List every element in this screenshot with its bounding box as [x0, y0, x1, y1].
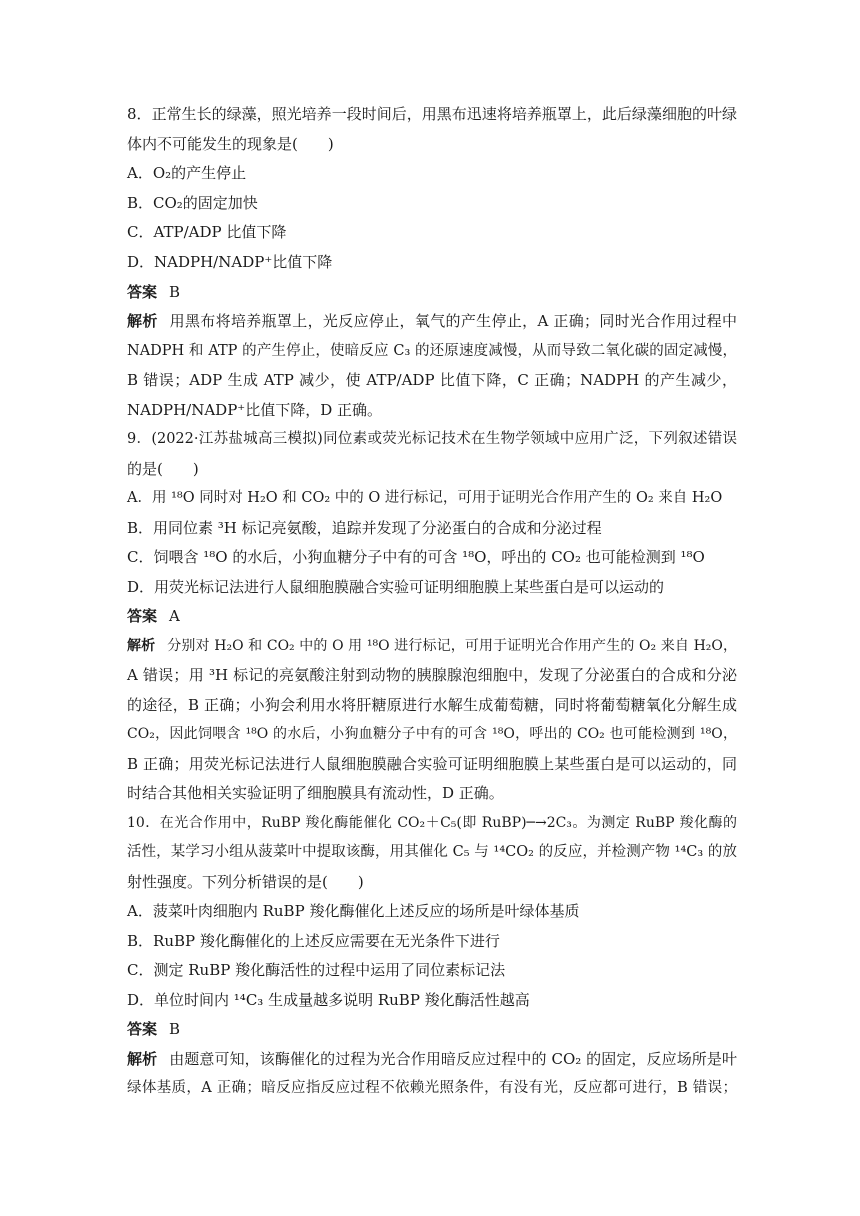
explanation-label: 解析: [127, 638, 156, 654]
question-10-stem-line-2: 活性，某学习小组从菠菜叶中提取该酶，用其催化 C₅ 与 ¹⁴CO₂ 的反应，并检测产物 ¹⁴C₃ 的放: [127, 844, 737, 860]
question-9-option-b: B．用同位素 ³H 标记亮氨酸，追踪并发现了分泌蛋白的合成和分泌过程: [127, 519, 602, 537]
question-8-stem-line-2: 体内不可能发生的现象是( ): [127, 135, 334, 153]
question-9-explanation-line-3: 的途径，B 正确；小狗会利用水将肝糖原进行水解生成葡萄糖，同时将葡萄糖氧化分解生成: [127, 696, 737, 714]
explanation-text: 分别对 H₂O 和 CO₂ 中的 O 用 ¹⁸O 进行标记，可用于证明光合作用产生的 O₂ 来自 H₂O，: [167, 638, 738, 654]
question-9-stem-line-1: 9．(2022·江苏盐城高三模拟)同位素或荧光标记技术在生物学领域中应用广泛，下列叙述错误: [127, 431, 737, 447]
question-10-option-d: D．单位时间内 ¹⁴C₃ 生成量越多说明 RuBP 羧化酶活性越高: [127, 991, 530, 1009]
question-8-option-b: B．CO₂的固定加快: [127, 194, 258, 212]
question-8-explanation-line-4: NADPH/NADP⁺比值下降，D 正确。: [127, 401, 383, 419]
answer-value: B: [169, 1020, 181, 1038]
question-9-option-c: C．饲喂含 ¹⁸O 的水后，小狗血糖分子中有的可含 ¹⁸O，呼出的 CO₂ 也可能检测到 ¹⁸O: [127, 548, 705, 566]
question-10-explanation-line-2: 绿体基质，A 正确；暗反应指反应过程不依赖光照条件，有没有光，反应都可进行，B 错误；: [127, 1080, 737, 1096]
question-9-explanation-line-2: A 错误；用 ³H 标记的亮氨酸注射到动物的胰腺腺泡细胞中，发现了分泌蛋白的合成和分泌: [127, 666, 737, 684]
question-8-option-c: C．ATP/ADP 比值下降: [127, 223, 287, 241]
question-8-option-a: A．O₂的产生停止: [127, 164, 247, 182]
question-9-explanation-line-4: CO₂，因此饲喂含 ¹⁸O 的水后，小狗血糖分子中有的可含 ¹⁸O，呼出的 CO₂ 也可能检测到 ¹⁸O，: [127, 726, 737, 742]
question-9-explanation-line-1: [127, 636, 737, 656]
explanation-text: 由题意可知，该酶催化的过程为光合作用暗反应过程中的 CO₂ 的固定，反应场所是叶: [169, 1050, 737, 1068]
question-9-explanation-line-6: 时结合其他相关实验证明了细胞膜具有流动性，D 正确。: [127, 784, 504, 802]
explanation-label: 解析: [127, 312, 158, 330]
question-8-explanation-line-3: B 错误；ADP 生成 ATP 减少，使 ATP/ADP 比值下降，C 正确；NADPH 的产生减少，: [127, 371, 737, 389]
answer-value: B: [169, 283, 181, 301]
question-9-option-d: D．用荧光标记法进行人鼠细胞膜融合实验可证明细胞膜上某些蛋白是可以运动的: [127, 578, 665, 596]
explanation-label: 解析: [127, 1050, 158, 1068]
question-8-answer: [127, 282, 737, 302]
question-10-answer: [127, 1019, 737, 1039]
question-10-stem-line-3: 射性强度。下列分析错误的是( ): [127, 873, 364, 891]
question-9-option-a: A．用 ¹⁸O 同时对 H₂O 和 CO₂ 中的 O 进行标记，可用于证明光合作用产生的 O₂ 来自 H₂O: [127, 490, 723, 506]
question-9-stem-line-2: 的是( ): [127, 460, 199, 478]
question-8-explanation-line-1: [127, 311, 737, 331]
question-8-option-d: D．NADPH/NADP⁺比值下降: [127, 253, 333, 271]
question-10-option-a: A．菠菜叶肉细胞内 RuBP 羧化酶催化上述反应的场所是叶绿体基质: [127, 902, 580, 920]
answer-label: 答案: [127, 1020, 158, 1038]
question-10-option-c: C．测定 RuBP 羧化酶活性的过程中运用了同位素标记法: [127, 961, 506, 979]
question-8-explanation-line-2: NADPH 和 ATP 的产生停止，使暗反应 C₃ 的还原速度减慢，从而导致二氧化碳的固定减慢，: [127, 343, 737, 359]
question-9-answer: [127, 606, 737, 626]
answer-value: A: [169, 607, 180, 625]
answer-label: 答案: [127, 283, 158, 301]
explanation-text: 用黑布将培养瓶罩上，光反应停止，氧气的产生停止，A 正确；同时光合作用过程中: [169, 312, 737, 330]
question-8-stem-line-1: 8．正常生长的绿藻，照光培养一段时间后，用黑布迅速将培养瓶罩上，此后绿藻细胞的叶绿: [127, 105, 737, 123]
question-10-explanation-line-1: [127, 1049, 737, 1069]
question-10-stem-line-1: 10．在光合作用中，RuBP 羧化酶能催化 CO₂＋C₅(即 RuBP)─→2C₃。为测定 RuBP 羧化酶的: [127, 815, 737, 831]
question-9-explanation-line-5: B 正确；用荧光标记法进行人鼠细胞膜融合实验可证明细胞膜上某些蛋白是可以运动的，同: [127, 755, 737, 773]
question-10-option-b: B．RuBP 羧化酶催化的上述反应需要在无光条件下进行: [127, 932, 500, 950]
answer-label: 答案: [127, 607, 158, 625]
